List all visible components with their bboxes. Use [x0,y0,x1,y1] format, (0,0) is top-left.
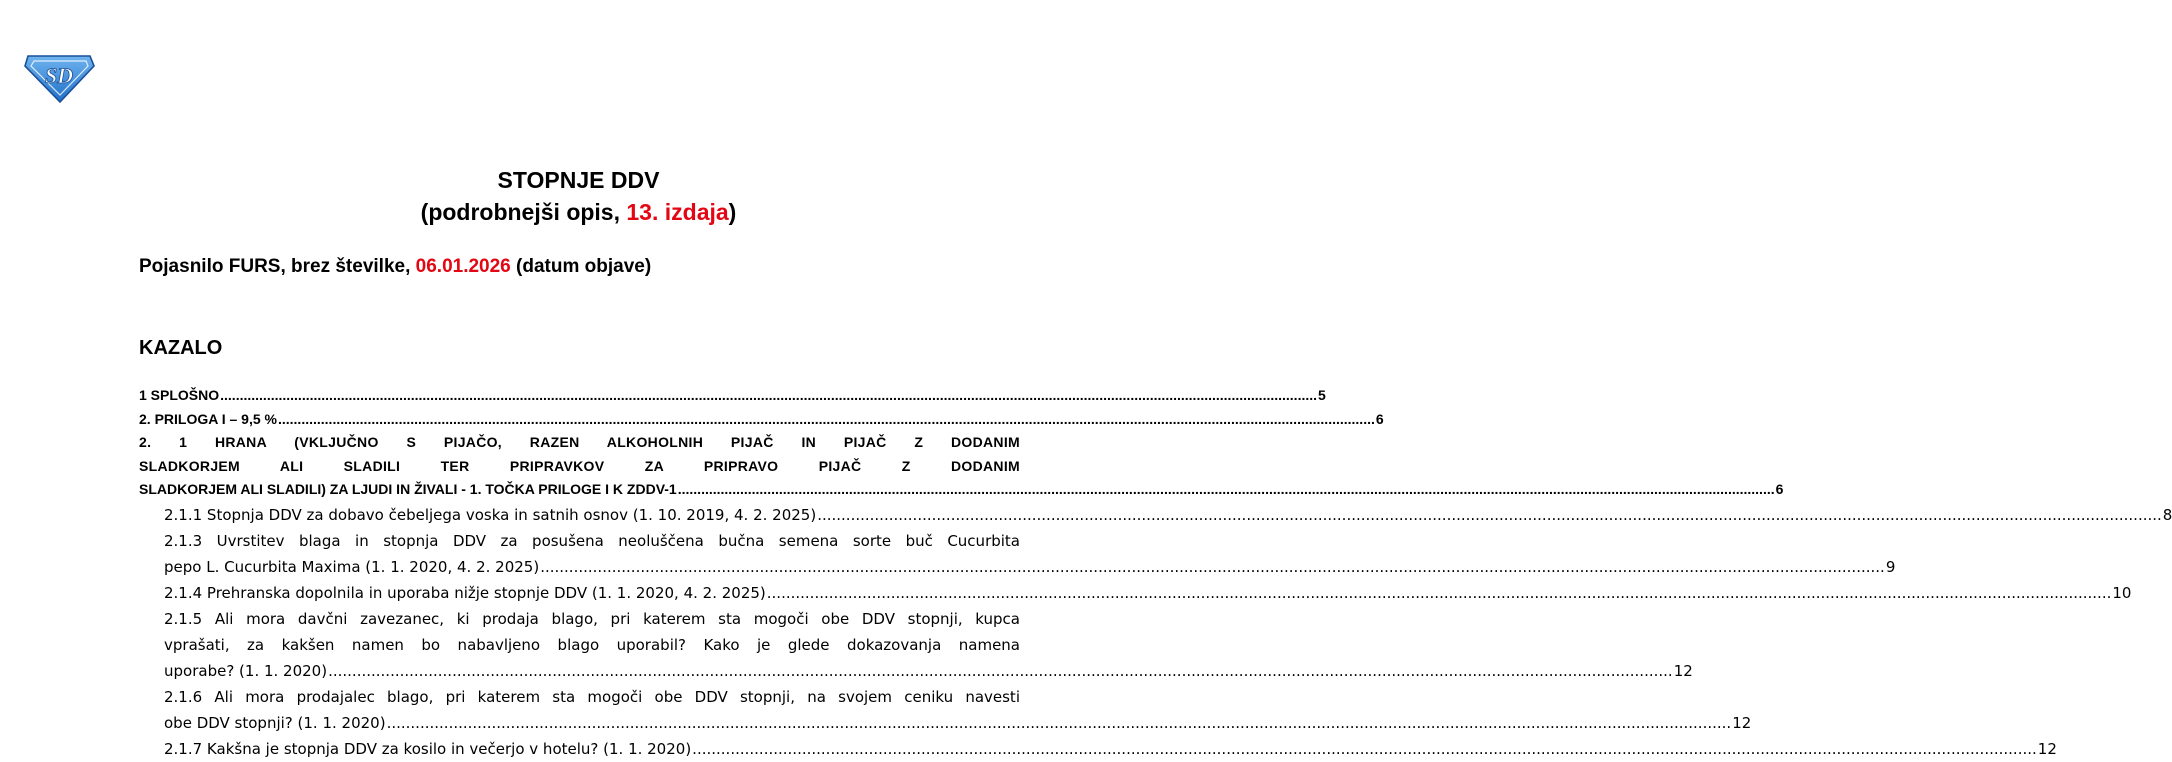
title-close: ) [728,199,737,225]
toc-entry-last-line [164,710,1752,736]
dot-leader [692,736,2037,762]
toc-entry[interactable] [139,384,1326,408]
dot-leader [387,710,1732,736]
toc-entry-page: 6 [1775,481,1784,497]
title-line-1: STOPNJE DDV [497,167,660,193]
toc-entry-page: 12 [2037,739,2057,758]
toc-entry[interactable] [164,502,2172,528]
publication-date: 06.01.2026 [415,256,511,277]
toc-heading: KAZALO [139,337,223,359]
dot-leader [328,658,1673,684]
toc-entry-title-line: SLADKORJEM ALI SLADILI TER PRIPRAVKOV ZA PRIPRAVO PIJAČ Z DODANIM [139,457,1020,474]
dot-leader [220,384,1317,408]
toc-entry-title-line: 2. 1 HRANA (VKLJUČNO S PIJAČO, RAZEN ALKOHOLNIH PIJAČ IN PIJAČ Z DODANIM [139,434,1020,450]
company-logo [22,50,96,104]
toc-entry-title-line: 2.1.5 Ali mora davčni zavezanec, ki prodaja blago, pri katerem sta mogoči obe DDV stopnji, kupca [164,609,1020,628]
toc-entry-title: 2. PRILOGA I – 9,5 % [139,410,277,427]
toc-entry-title-line: vprašati, za kakšen namen bo nabavljeno blago uporabil? Kako je glede dokazovanja namena [164,635,1020,654]
toc-entry-page: 10 [2112,583,2132,602]
toc-entry[interactable] [139,684,1752,736]
source-suffix: (datum objave) [510,256,652,277]
document-title [0,166,1157,195]
toc-entry-last-line [164,554,1896,580]
toc-entry-page: 6 [1375,410,1384,427]
dot-leader [767,580,2112,606]
toc-entry[interactable] [164,736,2057,762]
toc-entry[interactable] [139,528,1896,580]
toc-entry-title: 1 SPLOŠNO [139,387,220,403]
source-prefix: Pojasnilo FURS, brez številke, [139,256,416,277]
source-line [139,254,651,280]
toc-entry-page: 8 [2162,505,2172,524]
dot-leader [817,502,2162,528]
toc-entry[interactable] [139,408,1384,432]
document-title-line-2 [0,198,1157,227]
dot-leader [278,408,1375,432]
toc-entry-page: 9 [1885,557,1896,576]
toc-entry[interactable] [139,606,1693,684]
toc-entry-page: 12 [1673,661,1693,680]
toc-entry-title-line: pepo L. Cucurbita Maxima (1. 1. 2020, 4. 2. 2025) [164,557,540,576]
dot-leader [678,478,1775,502]
table-of-contents [139,384,2172,762]
toc-entry-title: 2.1.1 Stopnja DDV za dobavo čebeljega voska in satnih osnov (1. 10. 2019, 4. 2. 2025) [164,505,817,524]
toc-entry-title: 2.1.7 Kakšna je stopnja DDV za kosilo in večerjo v hotelu? (1. 1. 2020) [164,739,692,758]
dot-leader [540,554,1885,580]
toc-entry[interactable] [164,580,2132,606]
toc-entry-title-line: 2.1.3 Uvrstitev blaga in stopnja DDV za posušena neoluščena bučna semena sorte buč Cucurbita [164,531,1020,550]
svg-text:SD: SD [44,63,74,88]
edition-label: 13. izdaja [626,199,729,225]
toc-entry[interactable] [139,431,1784,502]
toc-entry-page: 12 [1732,713,1752,732]
toc-entry-title-line: uporabe? (1. 1. 2020) [164,661,328,680]
toc-entry-title: 2.1.4 Prehranska dopolnila in uporaba nižje stopnje DDV (1. 1. 2020, 4. 2. 2025) [164,583,766,602]
toc-entry-title-line: SLADKORJEM ALI SLADILI) ZA LJUDI IN ŽIVALI - 1. TOČKA PRILOGE I K ZDDV-1 [139,481,677,497]
toc-entry-title-line: 2.1.6 Ali mora prodajalec blago, pri katerem sta mogoči obe DDV stopnji, na svojem ceniku navesti [164,687,1020,706]
title-open: (podrobnejši opis, [420,199,627,225]
toc-entry-last-line [164,658,1693,684]
toc-entry-page: 5 [1318,387,1326,403]
toc-entry-last-line [139,478,1784,502]
toc-entry-title-line: obe DDV stopnji? (1. 1. 2020) [164,713,386,732]
